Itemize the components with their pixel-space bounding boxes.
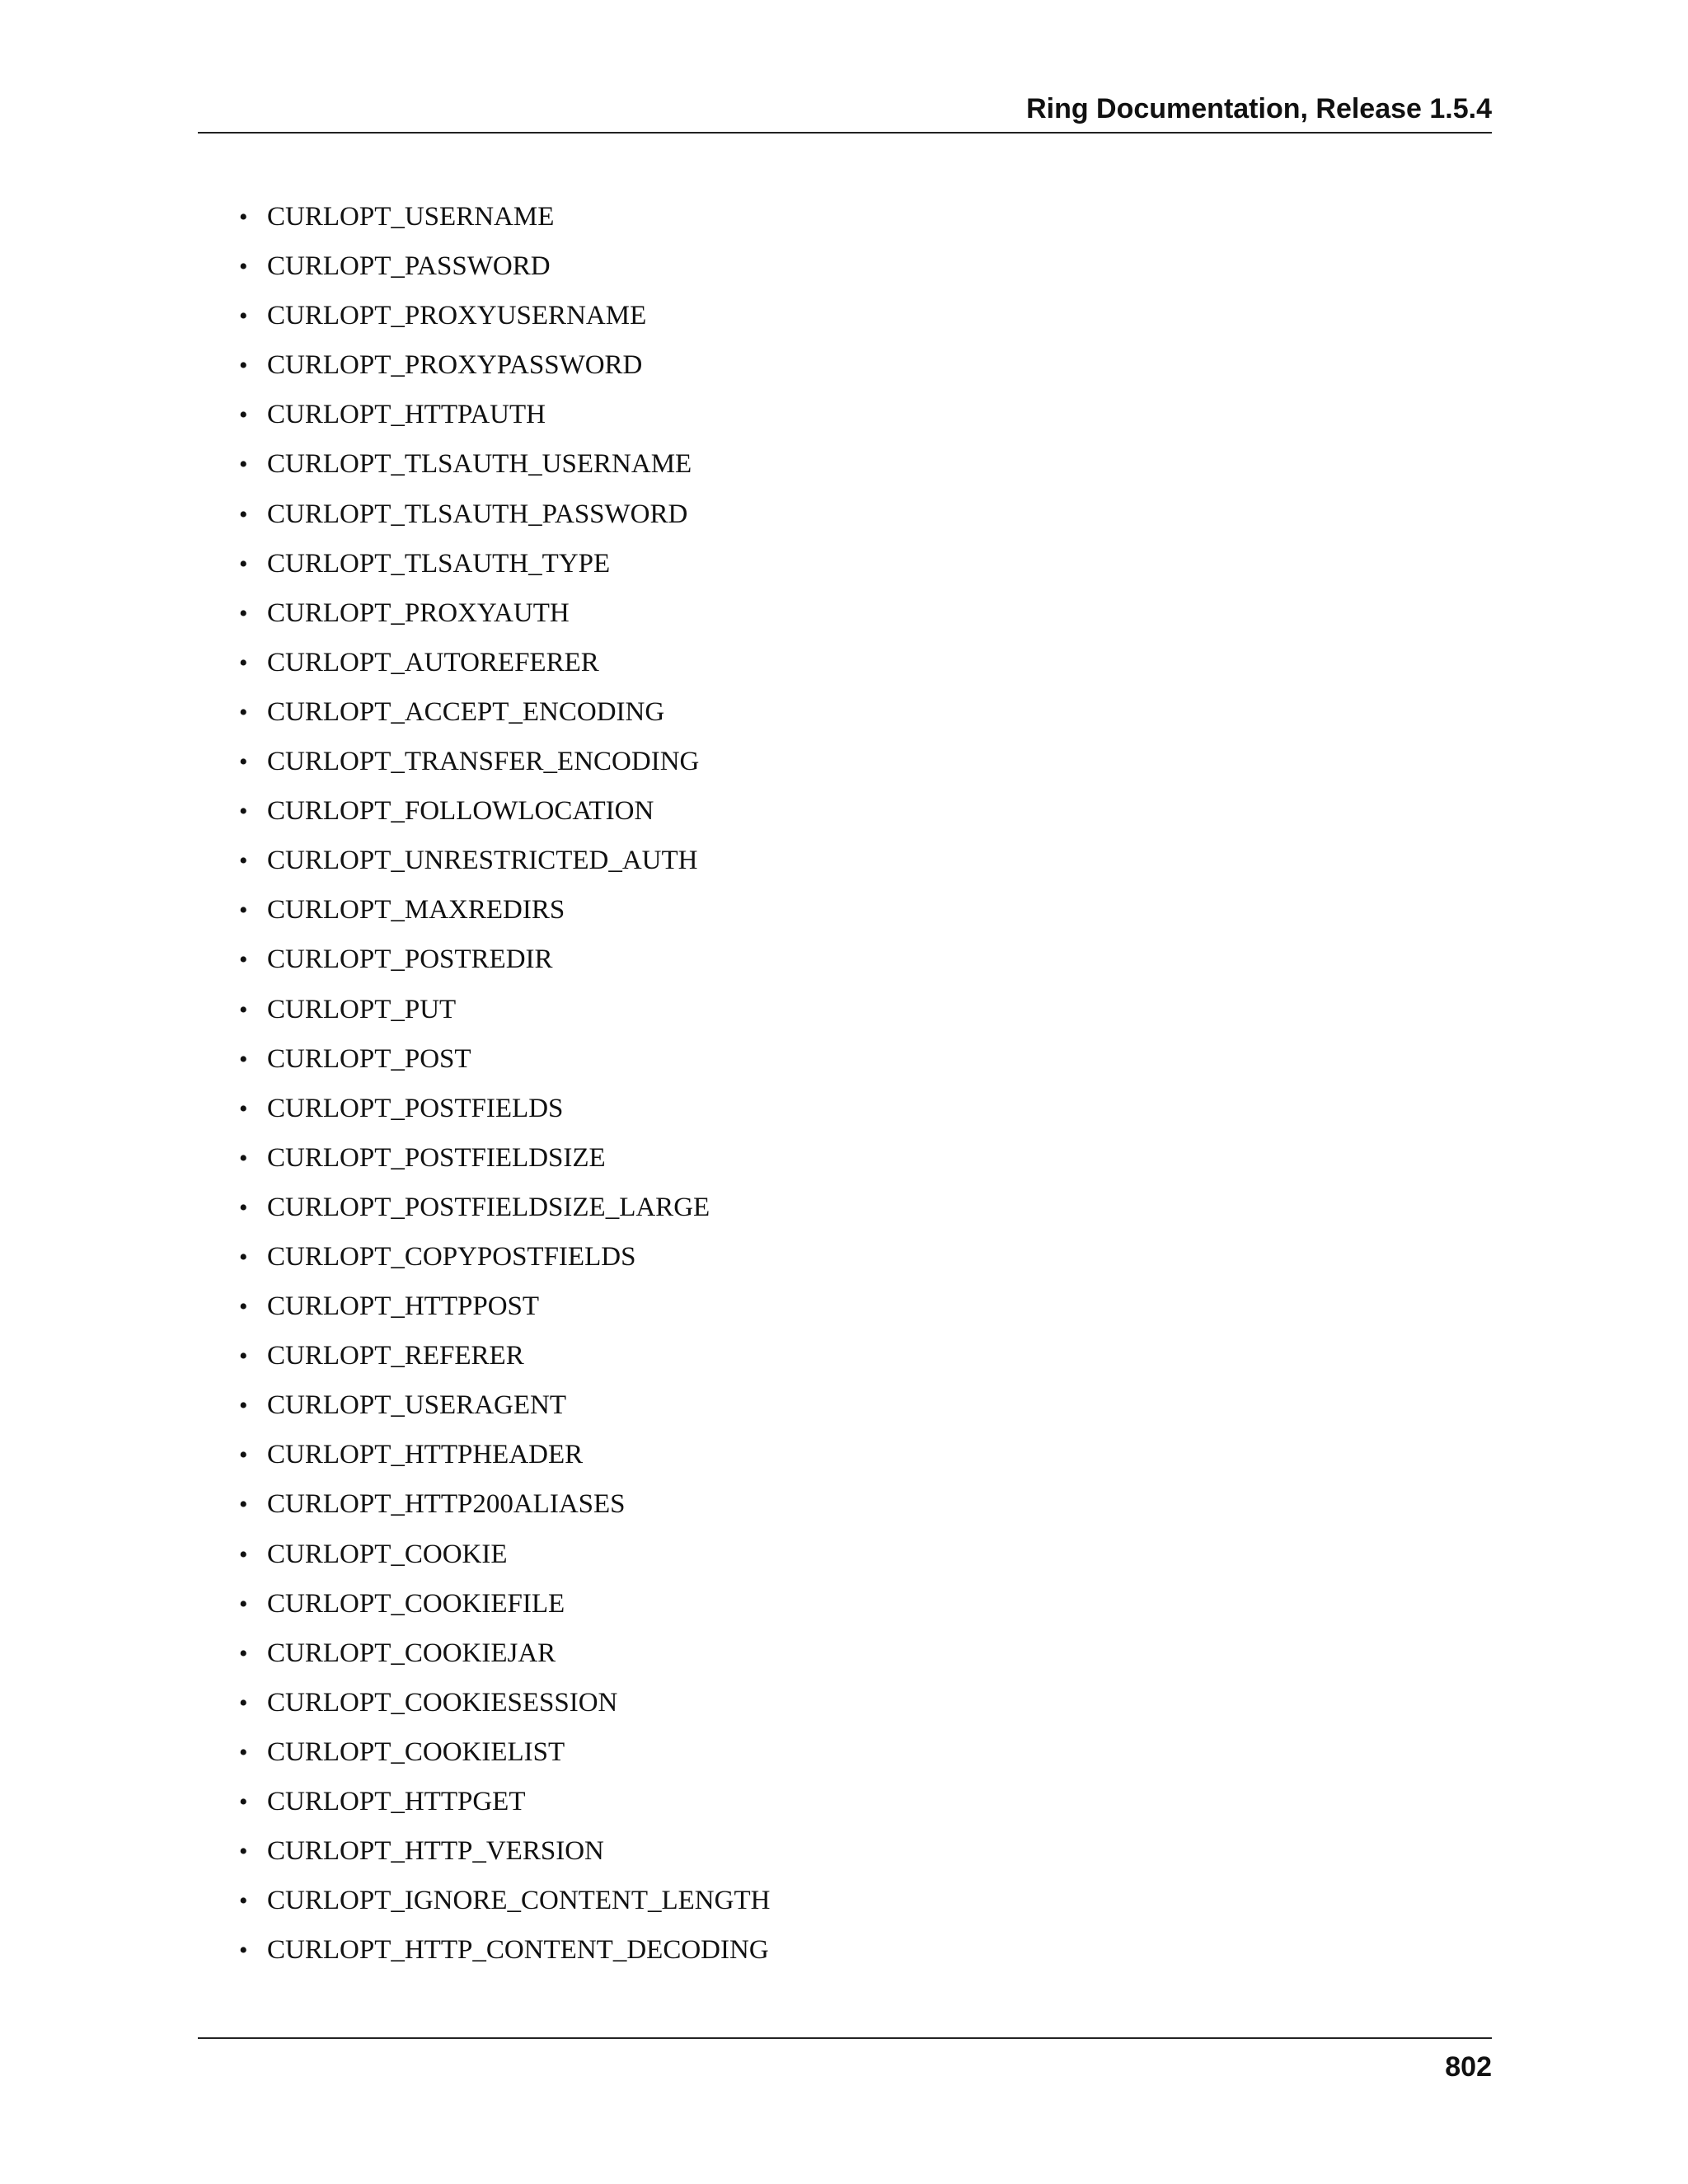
bullet-icon: • [239, 1392, 248, 1420]
list-item-text: CURLOPT_FOLLOWLOCATION [267, 796, 654, 827]
bullet-icon: • [239, 1540, 248, 1568]
bullet-icon: • [239, 847, 248, 875]
list-item [239, 836, 770, 885]
list-item [239, 192, 770, 241]
list-item [239, 439, 770, 489]
list-item [239, 1876, 770, 1925]
bullet-icon: • [239, 599, 248, 627]
list-item [239, 539, 770, 588]
list-item [239, 737, 770, 786]
list-item [239, 490, 770, 539]
list-item [239, 241, 770, 291]
list-item-text: CURLOPT_REFERER [267, 1341, 524, 1371]
list-item [239, 1183, 770, 1232]
list-item [239, 1777, 770, 1826]
list-item [239, 1579, 770, 1629]
list-item-text: CURLOPT_PROXYAUTH [267, 598, 570, 628]
document-title: Ring Documentation, Release 1.5.4 [1026, 93, 1492, 124]
list-item-text: CURLOPT_PROXYUSERNAME [267, 301, 647, 331]
bullet-icon: • [239, 1441, 248, 1469]
bullet-icon: • [239, 1193, 248, 1221]
bullet-icon: • [239, 996, 248, 1024]
list-item [239, 1530, 770, 1579]
bullet-icon: • [239, 1838, 248, 1866]
list-item [239, 1826, 770, 1876]
list-item-text: CURLOPT_HTTPHEADER [267, 1440, 584, 1470]
list-item-text: CURLOPT_HTTPAUTH [267, 400, 546, 430]
list-item [239, 985, 770, 1034]
bullet-icon: • [239, 1689, 248, 1717]
list-item-text: CURLOPT_COOKIELIST [267, 1736, 565, 1767]
list-item-text: CURLOPT_COPYPOSTFIELDS [267, 1241, 636, 1272]
list-item-text: CURLOPT_PASSWORD [267, 251, 551, 282]
list-item [239, 1034, 770, 1084]
list-item [239, 1430, 770, 1479]
list-item [239, 1331, 770, 1380]
bullet-icon: • [239, 798, 248, 826]
list-item-text: CURLOPT_POSTFIELDS [267, 1093, 564, 1123]
bullet-icon: • [239, 1738, 248, 1766]
list-item [239, 1727, 770, 1777]
list-item-text: CURLOPT_USERAGENT [267, 1390, 567, 1421]
list-item [239, 687, 770, 737]
bullet-icon: • [239, 1045, 248, 1073]
list-item-text: CURLOPT_TLSAUTH_USERNAME [267, 449, 692, 480]
list-item-text: CURLOPT_IGNORE_CONTENT_LENGTH [267, 1886, 771, 1916]
list-item [239, 291, 770, 340]
option-list [239, 192, 770, 1975]
list-item-text: CURLOPT_COOKIESESSION [267, 1687, 618, 1718]
bullet-icon: • [239, 946, 248, 974]
bullet-icon: • [239, 204, 248, 231]
list-item [239, 1084, 770, 1133]
list-item-text: CURLOPT_TRANSFER_ENCODING [267, 747, 700, 777]
page-footer [198, 2037, 1492, 2097]
list-item [239, 1925, 770, 1975]
bullet-icon: • [239, 1144, 248, 1172]
bullet-icon: • [239, 500, 248, 528]
list-item [239, 885, 770, 935]
list-item-text: CURLOPT_PUT [267, 994, 457, 1024]
list-item-text: CURLOPT_MAXREDIRS [267, 895, 565, 926]
list-item-text: CURLOPT_HTTPGET [267, 1787, 526, 1816]
list-item-text: CURLOPT_COOKIEFILE [267, 1588, 565, 1619]
list-item [239, 340, 770, 390]
bullet-icon: • [239, 1937, 248, 1965]
list-item [239, 935, 770, 984]
bullet-icon: • [239, 1491, 248, 1519]
list-item-text: CURLOPT_PROXYPASSWORD [267, 350, 643, 381]
bullet-icon: • [239, 302, 248, 330]
bullet-icon: • [239, 649, 248, 677]
page-header [198, 82, 1492, 134]
list-item-text: CURLOPT_POSTREDIR [267, 944, 553, 975]
list-item-text: CURLOPT_COOKIEJAR [267, 1638, 556, 1668]
list-item-text: CURLOPT_HTTP_CONTENT_DECODING [267, 1935, 769, 1966]
bullet-icon: • [239, 897, 248, 925]
list-item [239, 390, 770, 439]
bullet-icon: • [239, 1639, 248, 1667]
list-item-text: CURLOPT_AUTOREFERER [267, 647, 599, 677]
list-item [239, 1678, 770, 1727]
list-item [239, 1282, 770, 1331]
list-item-text: CURLOPT_HTTP_VERSION [267, 1836, 604, 1867]
bullet-icon: • [239, 1788, 248, 1816]
list-item-text: CURLOPT_POSTFIELDSIZE [267, 1142, 606, 1173]
bullet-icon: • [239, 352, 248, 380]
list-item-text: CURLOPT_USERNAME [267, 202, 555, 232]
bullet-icon: • [239, 698, 248, 726]
list-item-text: CURLOPT_UNRESTRICTED_AUTH [267, 846, 698, 876]
list-item [239, 638, 770, 687]
list-item-text: CURLOPT_POST [267, 1043, 471, 1074]
bullet-icon: • [239, 253, 248, 281]
list-item [239, 786, 770, 836]
list-item [239, 1133, 770, 1183]
list-item-text: CURLOPT_TLSAUTH_PASSWORD [267, 499, 688, 529]
bullet-icon: • [239, 451, 248, 479]
list-item-text: CURLOPT_ACCEPT_ENCODING [267, 696, 665, 727]
bullet-icon: • [239, 401, 248, 429]
list-item [239, 1629, 770, 1678]
list-item [239, 1479, 770, 1529]
bullet-icon: • [239, 1590, 248, 1618]
bullet-icon: • [239, 550, 248, 578]
list-item-text: CURLOPT_COOKIE [267, 1539, 508, 1569]
bullet-icon: • [239, 1094, 248, 1122]
page-number: 802 [1445, 2051, 1492, 2083]
bullet-icon: • [239, 1293, 248, 1321]
bullet-icon: • [239, 1887, 248, 1915]
list-item [239, 1380, 770, 1430]
bullet-icon: • [239, 1243, 248, 1271]
list-item-text: CURLOPT_HTTPPOST [267, 1291, 540, 1322]
bullet-icon: • [239, 1343, 248, 1371]
list-item [239, 588, 770, 638]
list-item-text: CURLOPT_TLSAUTH_TYPE [267, 548, 611, 579]
list-item-text: CURLOPT_POSTFIELDSIZE_LARGE [267, 1192, 710, 1222]
list-item [239, 1232, 770, 1282]
list-item-text: CURLOPT_HTTP200ALIASES [267, 1489, 626, 1520]
bullet-icon: • [239, 748, 248, 776]
